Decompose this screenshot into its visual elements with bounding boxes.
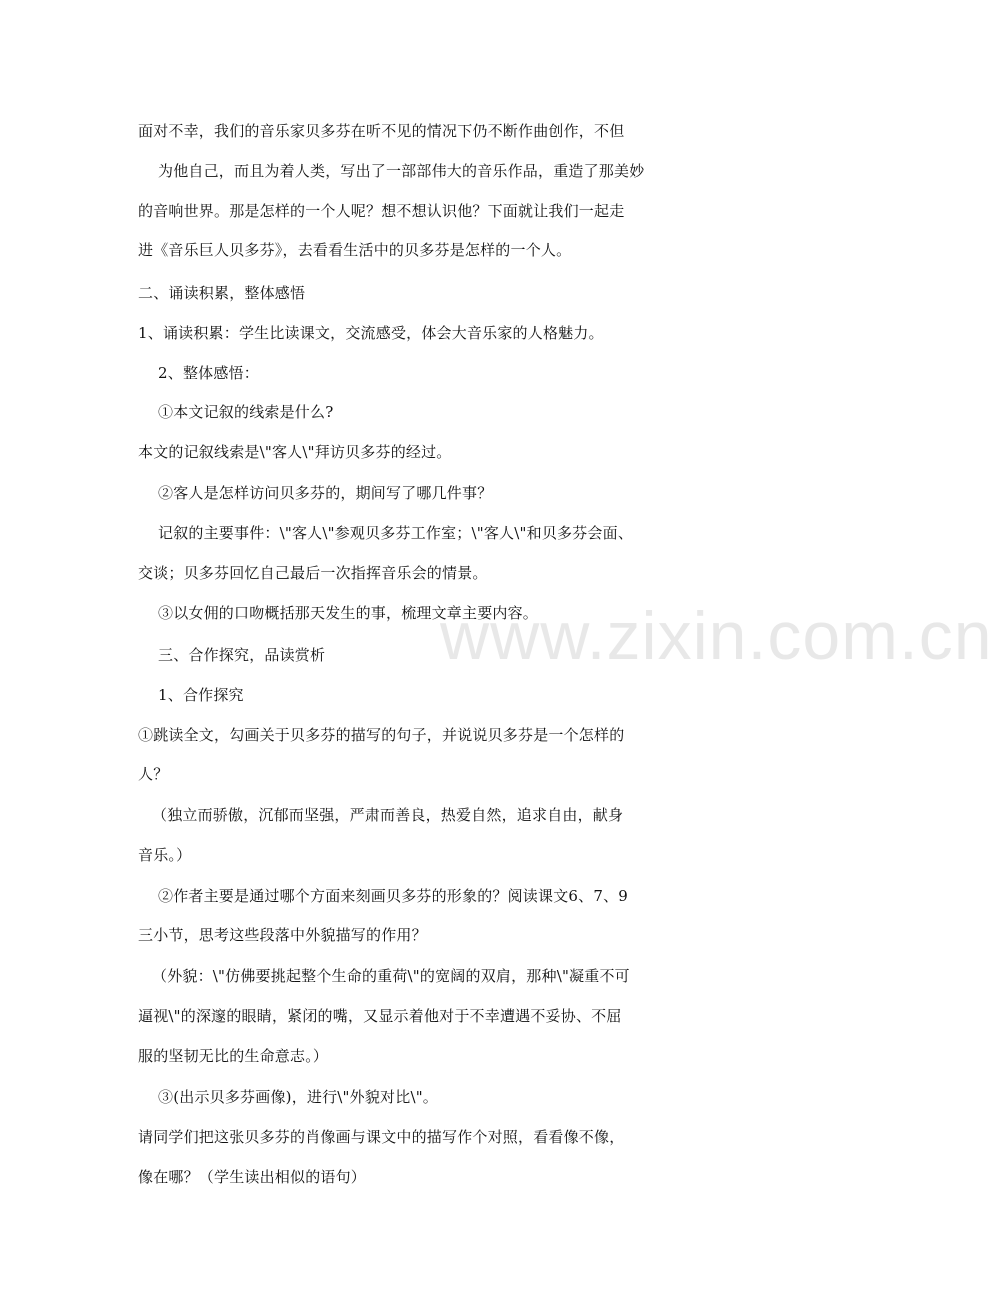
text-line-24: 服的坚韧无比的生命意志。） <box>138 1047 329 1065</box>
section-heading-2: 二、诵读积累，整体感悟 <box>138 284 306 302</box>
text-line-4: 进《音乐巨人贝多芬》，去看看生活中的贝多芬是怎样的一个人。 <box>138 241 572 259</box>
text-line-12: 交谈；贝多芬回忆自己最后一次指挥音乐会的情景。 <box>138 564 488 582</box>
section-heading-3: 三、合作探究，品读赏析 <box>158 646 326 664</box>
text-line-23: 逼视\"的深邃的眼睛，紧闭的嘴，又显示着他对于不幸遭遇不妥协、不屈 <box>138 1007 622 1025</box>
text-line-2: 为他自己，而且为着人类，写出了一部部伟大的音乐作品，重造了那美妙 <box>158 162 645 180</box>
text-line-26: 请同学们把这张贝多芬的肖像画与课文中的描写作个对照，看看像不像， <box>138 1128 625 1146</box>
text-line-19: 音乐。） <box>138 846 192 864</box>
text-line-25: ③(出示贝多芬画像)，进行\"外貌对比\"。 <box>158 1088 439 1106</box>
text-line-17: 人？ <box>138 765 169 783</box>
question-2: ②客人是怎样访问贝多芬的，期间写了哪几件事？ <box>158 484 493 502</box>
text-line-3: 的音响世界。那是怎样的一个人呢？想不想认识他？下面就让我们一起走 <box>138 202 625 220</box>
text-line-22: （外貌：\"仿佛要挑起整个生命的重荷\"的宽阔的双肩，那种\"凝重不可 <box>152 967 630 985</box>
watermark: www.zixin.com.cn <box>440 598 993 674</box>
question-1: ①本文记叙的线索是什么? <box>158 403 334 421</box>
question-3: ③以女佣的口吻概括那天发生的事，梳理文章主要内容。 <box>158 604 539 622</box>
text-line-11: 记叙的主要事件：\"客人\"参观贝多芬工作室；\"客人\"和贝多芬会面、 <box>158 524 634 542</box>
text-line-20: ②作者主要是通过哪个方面来刻画贝多芬的形象的？阅读课文6、7、9 <box>158 887 629 905</box>
text-line-27: 像在哪？（学生读出相似的语句） <box>138 1168 367 1186</box>
answer-1: 本文的记叙线索是\"客人\"拜访贝多芬的经过。 <box>138 443 452 461</box>
text-line-21: 三小节，思考这些段落中外貌描写的作用？ <box>138 926 427 944</box>
text-line-18: （独立而骄傲，沉郁而坚强，严肃而善良，热爱自然，追求自由，献身 <box>152 806 624 824</box>
text-line-1: 面对不幸，我们的音乐家贝多芬在听不见的情况下仍不断作曲创作，不但 <box>138 122 625 140</box>
text-line-6: 1、诵读积累：学生比读课文，交流感受，体会大音乐家的人格魅力。 <box>138 324 604 342</box>
subheading-cooperative-inquiry: 1、合作探究 <box>158 686 244 704</box>
subheading-overall-perception: 2、整体感悟： <box>158 364 259 382</box>
text-line-16: ①跳读全文，勾画关于贝多芬的描写的句子，并说说贝多芬是一个怎样的 <box>138 726 625 744</box>
